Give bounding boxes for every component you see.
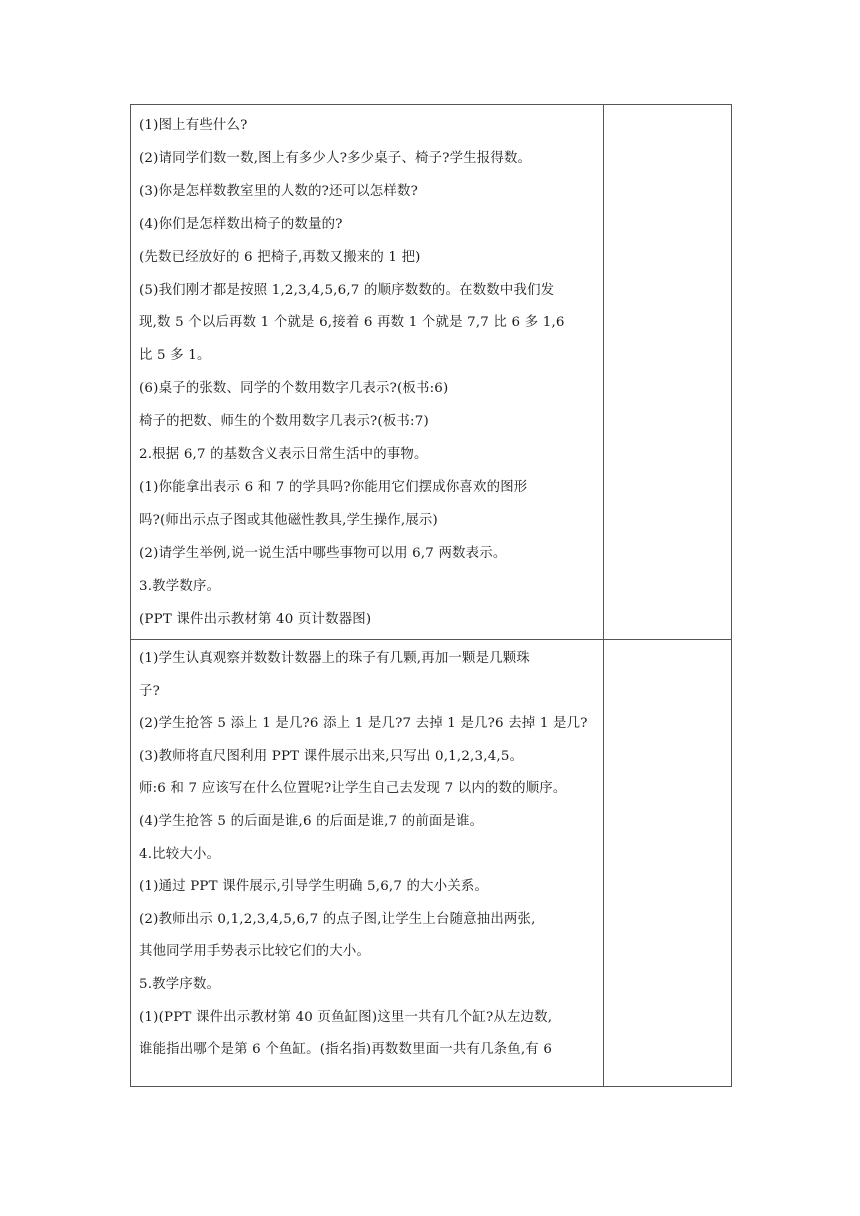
notes-cell: [604, 105, 732, 640]
text-line: 2.根据 6,7 的基数含义表示日常生活中的事物。: [139, 447, 428, 463]
text-line: (5)我们刚才都是按照 1,2,3,4,5,6,7 的顺序数数的。在数数中我们发: [139, 282, 555, 298]
text-line: (6)桌子的张数、同学的个数用数字几表示?(板书:6): [139, 381, 449, 397]
text-line: 3.教学数序。: [139, 578, 221, 594]
text-line: (先数已经放好的 6 把椅子,再数又搬来的 1 把): [139, 249, 421, 265]
text-line: 师:6 和 7 应该写在什么位置呢?让学生自己去发现 7 以内的数的顺序。: [139, 781, 567, 797]
text-line: 子?: [139, 683, 160, 699]
text-line: (PPT 课件出示教材第 40 页计数器图): [139, 611, 372, 627]
text-line: (3)你是怎样数教室里的人数的?还可以怎样数?: [139, 183, 418, 199]
lesson-plan-table: [130, 104, 732, 1087]
text-line: (2)教师出示 0,1,2,3,4,5,6,7 的点子图,让学生上台随意抽出两张,: [139, 911, 536, 927]
lesson-content-cell: [131, 640, 604, 1087]
text-line: (1)图上有些什么?: [139, 118, 248, 133]
text-line: 吗?(师出示点子图或其他磁性教具,学生操作,展示): [139, 512, 438, 528]
text-line: (1)通过 PPT 课件展示,引导学生明确 5,6,7 的大小关系。: [139, 879, 489, 895]
lesson-content-text: [131, 105, 603, 637]
table-row: [131, 640, 732, 1087]
text-line: 现,数 5 个以后再数 1 个就是 6,接着 6 再数 1 个就是 7,7 比 6 多 1,6: [139, 315, 565, 331]
text-line: (1)学生认真观察并数数计数器上的珠子有几颗,再加一颗是几颗珠: [139, 651, 530, 666]
text-line: (3)教师将直尺图利用 PPT 课件展示出来,只写出 0,1,2,3,4,5。: [139, 748, 524, 764]
text-line: 5.教学序数。: [139, 976, 221, 992]
lesson-content-text: [131, 640, 603, 1067]
text-line: 其他同学用手势表示比较它们的大小。: [139, 944, 371, 960]
text-line: (1)(PPT 课件出示教材第 40 页鱼缸图)这里一共有几个缸?从左边数,: [139, 1009, 553, 1025]
text-line: (2)学生抢答 5 添上 1 是几?6 添上 1 是几?7 去掉 1 是几?6 去掉 1 是几?: [139, 716, 588, 732]
text-line: 谁能指出哪个是第 6 个鱼缸。(指名指)再数数里面一共有几条鱼,有 6: [139, 1042, 553, 1058]
table-row: [131, 105, 732, 640]
notes-cell: [604, 640, 732, 1087]
text-line: (4)学生抢答 5 的后面是谁,6 的后面是谁,7 的前面是谁。: [139, 813, 484, 829]
text-line: (2)请学生举例,说一说生活中哪些事物可以用 6,7 两数表示。: [139, 545, 507, 561]
text-line: (1)你能拿出表示 6 和 7 的学具吗?你能用它们摆成你喜欢的图形: [139, 479, 528, 495]
text-line: (2)请同学们数一数,图上有多少人?多少桌子、椅子?学生报得数。: [139, 150, 532, 166]
text-line: (4)你们是怎样数出椅子的数量的?: [139, 216, 343, 232]
lesson-content-cell: [131, 105, 604, 640]
text-line: 比 5 多 1。: [139, 348, 211, 364]
text-line: 4.比较大小。: [139, 846, 221, 862]
text-line: 椅子的把数、师生的个数用数字几表示?(板书:7): [139, 414, 429, 430]
